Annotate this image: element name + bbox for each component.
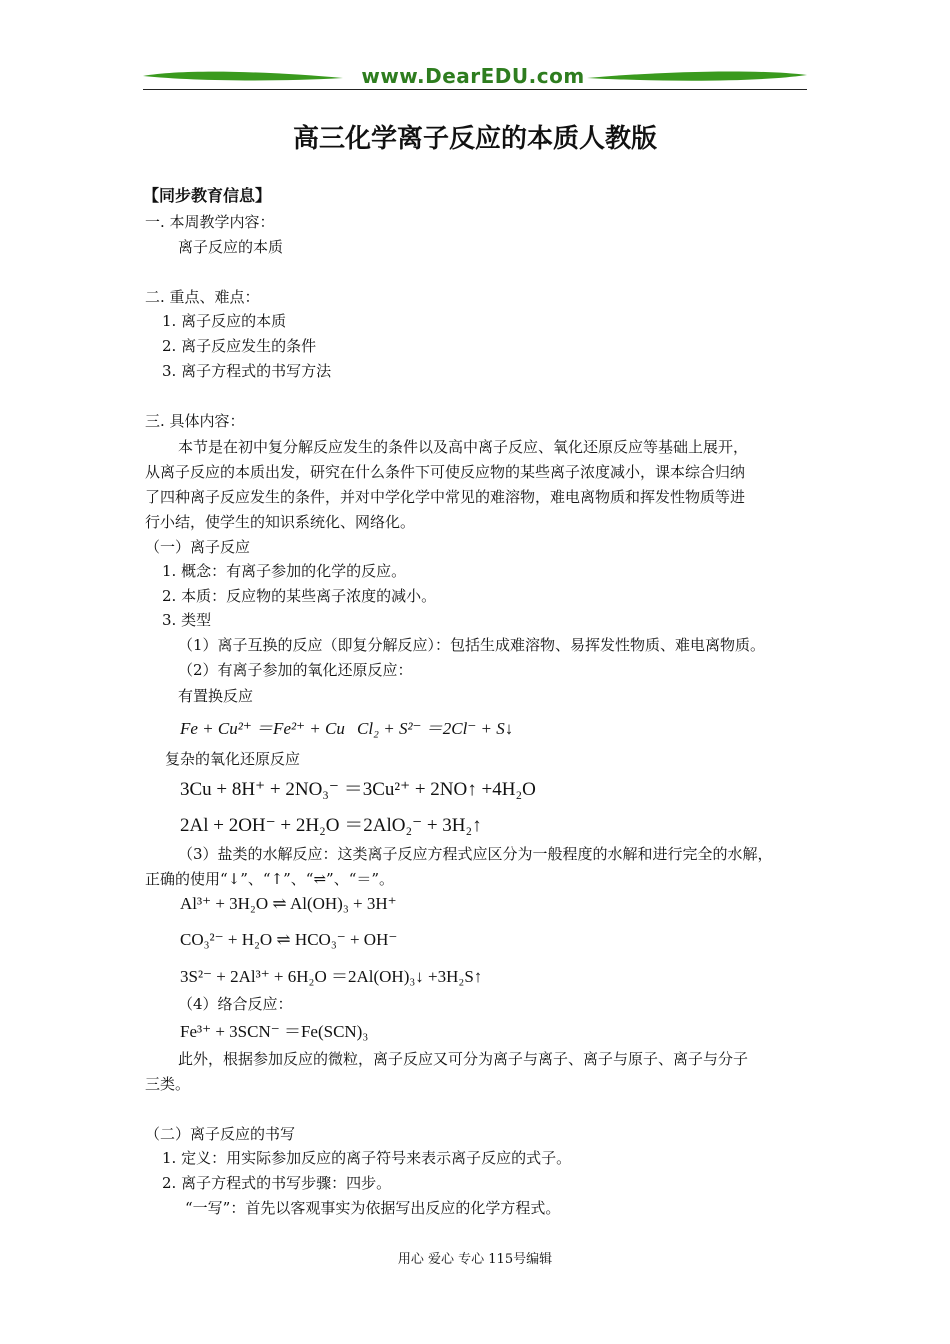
s2-heading: 二. 重点、难点： — [145, 288, 260, 306]
extra-text-cont: 三类。 — [145, 1075, 191, 1093]
type3-text: （3）盐类的水解反应：这类离子反应方程式应区分为一般程度的水解和进行完全的水解， — [178, 845, 773, 863]
sub1-item: 1. 概念：有离子参加的化学的反应。 — [162, 562, 407, 580]
header-rule — [143, 89, 807, 90]
equation-7: 3S²⁻ + 2Al³⁺ + 6H₂O ＝2Al(OH)₃↓ +3H₂S↑ — [180, 967, 483, 986]
s3-para-line: 行小结，使学生的知识系统化、网络化。 — [145, 513, 416, 531]
brand-logo-text: www.DearEDU.com — [361, 64, 585, 88]
leaf-decoration-right-icon — [587, 69, 807, 83]
type3-text-cont: 正确的使用“↓”、“↑”、“⇌”、“＝”。 — [145, 870, 395, 888]
s1-heading: 一. 本周教学内容： — [145, 213, 275, 231]
sub1-item: 3. 类型 — [162, 611, 212, 629]
type4-text: （4）络合反应： — [178, 995, 293, 1013]
s3-para-line: 从离子反应的本质出发，研究在什么条件下可使反应物的某些离子浓度减小，课本综合归纳 — [145, 463, 746, 481]
step1-text: “一写”：首先以客观事实为依据写出反应的化学方程式。 — [185, 1199, 561, 1217]
s1-content: 离子反应的本质 — [178, 238, 284, 256]
s2-item: 3. 离子方程式的书写方法 — [162, 362, 332, 380]
s3-heading: 三. 具体内容： — [145, 412, 245, 430]
replace-label: 有置换反应 — [178, 687, 254, 705]
equation-4: 2Al + 2OH⁻ + 2H₂O ＝2AlO₂⁻ + 3H₂↑ — [180, 815, 482, 836]
type2-text: （2）有离子参加的氧化还原反应： — [178, 661, 413, 679]
sub2-item: 1. 定义：用实际参加反应的离子符号来表示离子反应的式子。 — [162, 1149, 572, 1167]
page-footer: 用心 爱心 专心 115号编辑 — [397, 1252, 553, 1267]
equation-6: CO₃²⁻ + H₂O ⇌ HCO₃⁻ + OH⁻ — [180, 930, 398, 949]
complex-label: 复杂的氧化还原反应 — [165, 750, 301, 768]
page-title: 高三化学离子反应的本质人教版 — [292, 124, 657, 154]
s3-para-line: 了四种离子反应发生的条件，并对中学化学中常见的难溶物，难电离物质和挥发性物质等进 — [145, 488, 746, 506]
equation-8: Fe³⁺ + 3SCN⁻ ＝Fe(SCN)₃ — [180, 1022, 369, 1041]
type1-text: （1）离子互换的反应（即复分解反应）：包括生成难溶物、易挥发性物质、难电离物质。 — [178, 636, 766, 654]
section-heading: 【同步教育信息】 — [143, 186, 272, 205]
extra-text: 此外，根据参加反应的微粒，离子反应又可分为离子与离子、离子与原子、离子与分子 — [178, 1050, 749, 1068]
sub2-item: 2. 离子方程式的书写步骤：四步。 — [162, 1174, 392, 1192]
s2-item: 2. 离子反应发生的条件 — [162, 337, 317, 355]
sub1-item: 2. 本质：反应物的某些离子浓度的减小。 — [162, 587, 437, 605]
s3-para-line: 本节是在初中复分解反应发生的条件以及高中离子反应、氧化还原反应等基础上展开， — [178, 438, 749, 456]
leaf-decoration-left-icon — [143, 69, 343, 83]
s2-item: 1. 离子反应的本质 — [162, 312, 287, 330]
sub2-heading: （二）离子反应的书写 — [145, 1125, 296, 1143]
sub1-heading: （一）离子反应 — [145, 538, 251, 556]
equation-5: Al³⁺ + 3H₂O ⇌ Al(OH)₃ + 3H⁺ — [180, 894, 397, 913]
equation-2: Cl₂ + S²⁻ ＝2Cl⁻ + S↓ — [357, 719, 514, 738]
equation-3: 3Cu + 8H⁺ + 2NO₃⁻ ＝3Cu²⁺ + 2NO↑ +4H₂O — [180, 779, 536, 800]
equation-1: Fe + Cu²⁺ ＝Fe²⁺ + Cu — [180, 719, 345, 738]
page-header — [143, 62, 807, 92]
